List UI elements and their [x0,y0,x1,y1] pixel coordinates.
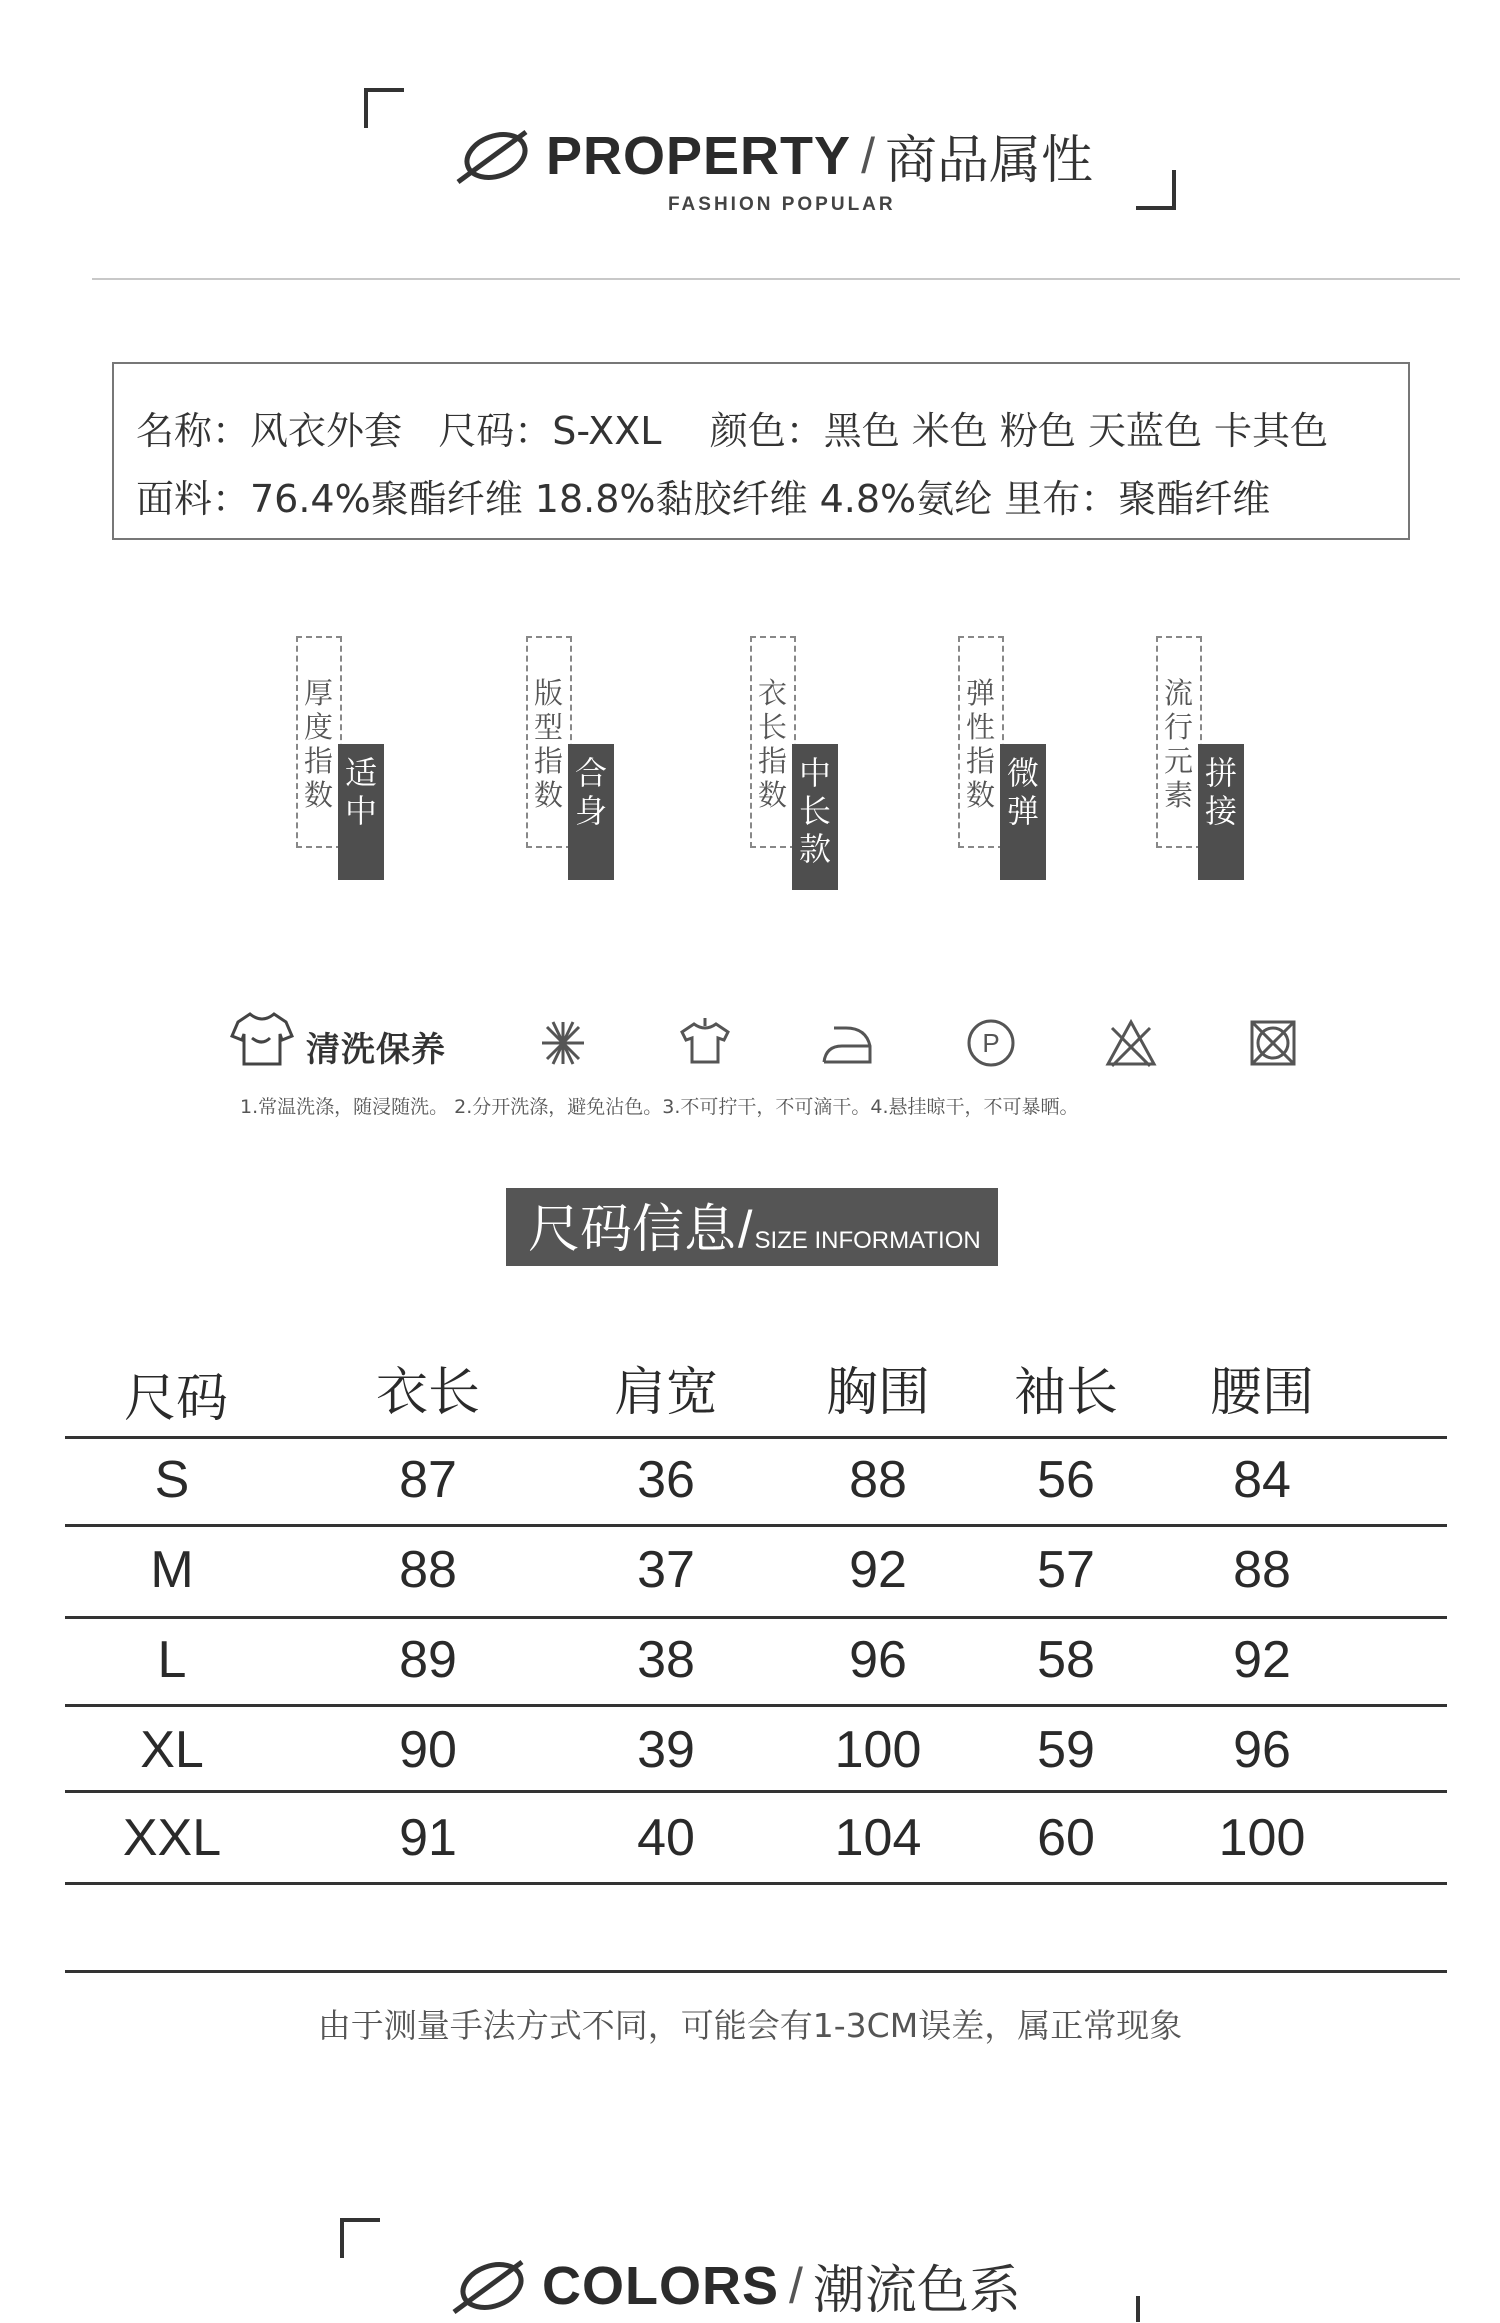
index-value: 微弹 [1000,744,1046,880]
colors-title-en: COLORS [542,2255,780,2316]
shirt-icon [230,1008,294,1068]
table-header: 胸围 [825,1364,931,1422]
table-cell: 100 [834,1721,922,1779]
index-value: 合身 [568,744,614,880]
table-cell: 96 [1233,1721,1291,1779]
index-value: 适中 [338,744,384,880]
size-info-title-en: SIZE INFORMATION [754,1227,981,1254]
title-slash: / [789,2257,803,2314]
table-cell: 89 [399,1631,457,1689]
table-rule [65,1616,1447,1619]
no-symbol-icon [448,2256,528,2316]
table-rule [65,1790,1447,1793]
index-tag-thickness [296,636,388,886]
table-cell: XXL [122,1809,222,1867]
index-tag-fit [526,636,618,886]
table-cell: 104 [834,1809,922,1867]
table-cell: 92 [1233,1631,1291,1689]
product-info-line-1: 名称：风衣外套 尺码：S-XXL 颜色：黑色 米色 粉色 天蓝色 卡其色 [136,409,1329,453]
hang-dry-icon [678,1014,732,1068]
size-info-title-zh: 尺码信息 [528,1200,737,1260]
svg-text:P: P [982,1028,1000,1058]
no-chlorine-icon [1104,1016,1158,1070]
size-info-slash: / [738,1201,753,1259]
bracket-bottom-right [1136,170,1176,210]
index-label: 流行元素 [1156,636,1202,848]
index-label: 版型指数 [526,636,572,848]
index-label: 弹性指数 [958,636,1004,848]
table-cell: 60 [1037,1809,1095,1867]
index-value: 中长款 [792,744,838,890]
index-tag-trend [1156,636,1248,886]
product-info-line-2: 面料：76.4%聚酯纤维 18.8%黏胶纤维 4.8%氨纶 里布：聚酯纤维 [136,477,1271,521]
colors-title [448,2248,1021,2323]
index-value: 拼接 [1198,744,1244,880]
table-cell: 92 [849,1541,907,1599]
colors-title-zh: 潮流色系 [812,2261,1021,2321]
property-title-zh: 商品属性 [884,131,1093,191]
size-info-banner [506,1188,998,1266]
measurement-note: 由于测量手法方式不同，可能会有1-3CM误差，属正常现象 [317,2006,1183,2045]
bracket-top-left [364,88,404,128]
table-cell: M [150,1541,194,1599]
table-cell: 88 [399,1541,457,1599]
bracket-top-left [340,2218,380,2258]
table-rule [65,1436,1447,1439]
table-header: 腰围 [1209,1364,1315,1422]
property-title [452,118,1093,193]
table-cell: 36 [637,1451,695,1509]
title-slash: / [861,127,875,184]
table-cell: 40 [637,1809,695,1867]
table-header: 肩宽 [613,1364,719,1422]
table-cell: 84 [1233,1451,1291,1509]
table-cell: 87 [399,1451,457,1509]
product-info-box [112,362,1410,540]
table-cell: 58 [1037,1631,1095,1689]
table-cell: S [154,1451,190,1509]
table-cell: 59 [1037,1721,1095,1779]
table-cell: 96 [849,1631,907,1689]
no-symbol-icon [452,126,532,186]
table-cell: XL [140,1721,204,1779]
no-bleach-icon [536,1016,590,1070]
index-label: 厚度指数 [296,636,342,848]
table-rule [65,1704,1447,1707]
index-label: 衣长指数 [750,636,796,848]
property-subtitle: FASHION POPULAR [668,194,896,215]
bracket-bottom-right [1136,2296,1140,2322]
care-instructions: 1.常温洗涤，随浸随洗。 2.分开洗涤，避免沾色。3.不可拧干，不可滴干。4.悬挂晾干，不可暴晒。 [240,1096,1079,1118]
table-cell: 88 [849,1451,907,1509]
table-header: 衣长 [375,1364,481,1422]
iron-icon [820,1018,874,1072]
table-rule [65,1970,1447,1973]
table-cell: 56 [1037,1451,1095,1509]
table-cell: L [157,1631,187,1689]
table-header: 袖长 [1013,1364,1119,1422]
table-cell: 88 [1233,1541,1291,1599]
table-rule [65,1524,1447,1527]
index-tag-length [750,636,842,886]
table-cell: 38 [637,1631,695,1689]
care-title: 清洗保养 [306,1030,446,1070]
table-cell: 91 [399,1809,457,1867]
table-cell: 90 [399,1721,457,1779]
property-title-en: PROPERTY [546,125,852,186]
table-cell: 57 [1037,1541,1095,1599]
table-cell: 39 [637,1721,695,1779]
section-divider [92,278,1460,280]
table-cell: 100 [1218,1809,1306,1867]
index-tag-elasticity [958,636,1050,886]
dry-clean-p-icon [964,1016,1018,1070]
no-tumble-dry-icon [1246,1016,1300,1070]
table-rule [65,1882,1447,1885]
table-header: 尺码 [123,1370,229,1428]
table-cell: 37 [637,1541,695,1599]
